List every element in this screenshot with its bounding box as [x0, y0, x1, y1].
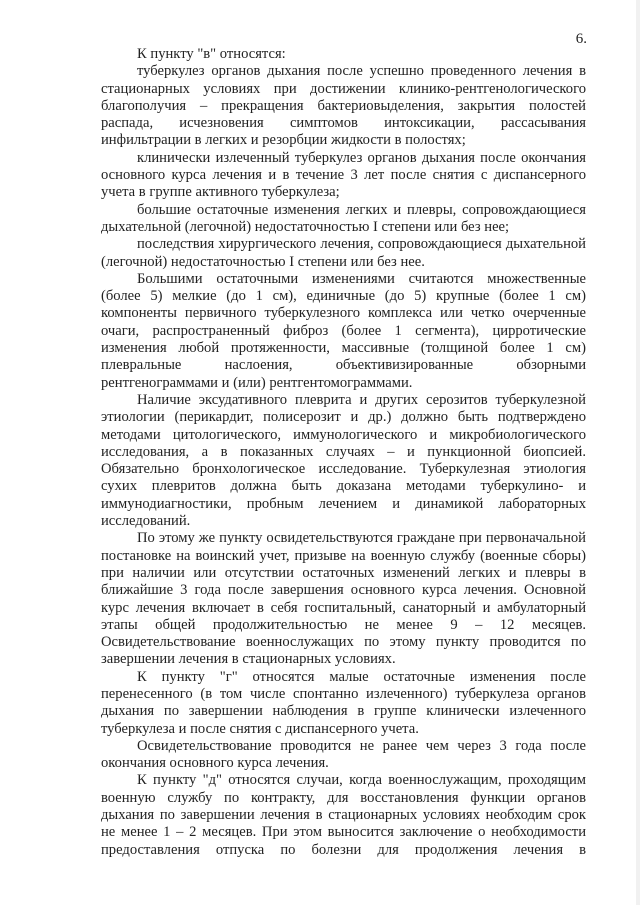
text-line: туберкулез органов дыхания после успешно проведенного лечения в — [137, 63, 586, 80]
text-line: основного курса лечения и в течение 3 лет после снятия с диспансерного — [101, 167, 586, 184]
text-line: этиологии (перикардит, полисерозит и др.) должно быть подтверждено — [101, 409, 586, 426]
text-line: Обязательно бронхологическое исследование. Туберкулезная этиология — [101, 461, 586, 478]
text-line: Освидетельствование военнослужащих по этому пункту проводится по — [101, 634, 586, 651]
text-line: Наличие эксудативного плеврита и других серозитов туберкулезной — [137, 391, 586, 408]
text-line: рентгенограммами и (или) рентгентомограммами. — [101, 374, 413, 391]
paragraph — [101, 46, 586, 63]
text-line: К пункту "д" относятся случаи, когда военнослужащим, проходящим — [137, 772, 586, 789]
text-line: благополучия – прекращения бактериовыделения, закрытия полостей — [101, 97, 586, 114]
text-line: дыхания по завершении лечения в стационарных условиях необходим срок — [101, 807, 586, 824]
text-line: распада, исчезновения симптомов интоксикации, рассасывания — [101, 115, 586, 132]
text-line: постановке на воинский учет, призыве на военную службу (военные сборы) — [101, 547, 586, 564]
paragraph — [101, 669, 586, 738]
paragraph — [101, 236, 586, 271]
text-line: при наличии или отсутствии остаточных изменений легких и плевры в — [101, 564, 586, 581]
text-line: Большими остаточными изменениями считаются множественные — [137, 270, 586, 287]
text-line: очаги, распространенный фиброз (более 1 сегмента), цирротические — [101, 322, 586, 339]
text-line: туберкулеза и после снятия с диспансерного учета. — [101, 720, 419, 737]
paragraph — [101, 738, 586, 773]
text-line: инфильтрации в легких и резорбции жидкости в полостях; — [101, 132, 466, 149]
text-line: курс лечения включает в себя госпитальный, санаторный и амбулаторный — [101, 599, 586, 616]
text-line: ближайшие 3 года после завершения основного курса лечения. Основной — [101, 582, 586, 599]
text-line: завершении лечения в стационарных условиях. — [101, 651, 396, 668]
text-line: предоставления отпуска по болезни для продолжения лечения в — [101, 841, 586, 858]
paragraph — [101, 772, 586, 858]
paragraph — [101, 392, 586, 530]
paragraph — [101, 202, 586, 237]
text-line: К пункту "г" относятся малые остаточные изменения после — [137, 668, 586, 685]
text-line: последствия хирургического лечения, сопровождающиеся дыхательной — [137, 236, 586, 253]
text-line: Освидетельствование проводится не ранее чем через 3 года после — [137, 737, 586, 754]
text-line: плевральные наслоения, объективизированные обзорными — [101, 357, 586, 374]
text-line: По этому же пункту освидетельствуются граждане при первоначальной — [137, 530, 586, 547]
text-line: (легочной) недостаточностью I степени или без нее. — [101, 253, 425, 270]
text-line: большие остаточные изменения легких и плевры, сопровождающиеся — [137, 201, 586, 218]
paragraph — [101, 271, 586, 392]
text-line: перенесенного (в том числе спонтанно излеченного) туберкулеза органов — [101, 685, 586, 702]
text-line: клинически излеченный туберкулез органов дыхания после окончания — [137, 149, 586, 166]
paragraph — [101, 63, 586, 149]
text-line: исследований. — [101, 513, 191, 530]
text-line: военную службу по контракту, для восстановления функции органов — [101, 789, 586, 806]
text-line: этапы общей продолжительностью не менее 9 – 12 месяцев. — [101, 616, 586, 633]
text-line: стационарных условиях при достижении клинико-рентгенологического — [101, 80, 586, 97]
text-line: (более 5) мелкие (до 1 см), единичные (до 5) крупные (более 1 см) — [101, 288, 586, 305]
page-number: 6. — [575, 31, 587, 47]
text-line: не менее 1 – 2 месяцев. При этом выносится заключение о необходимости — [101, 824, 586, 841]
scan-edge — [636, 0, 640, 905]
text-line: дыхательной (легочной) недостаточностью I степени или без нее; — [101, 218, 510, 235]
paragraph — [101, 150, 586, 202]
text-line: К пункту "в" относятся: — [137, 46, 286, 62]
text-line: исследования, а в показанных случаях – и пункционной биопсией. — [101, 443, 586, 460]
text-line: сухих плевритов должна быть доказана методами туберкулино- и — [101, 478, 586, 495]
text-line: окончания основного курса лечения. — [101, 755, 329, 772]
text-line: методами цитологического, иммунологического и микробиологического — [101, 426, 586, 443]
text-line: изменения любой протяженности, массивные (толщиной более 1 см) — [101, 340, 586, 357]
text-line: иммунодиагностики, пробным лечением и динамикой лабораторных — [101, 495, 586, 512]
text-line: учета в группе активного туберкулеза; — [101, 184, 340, 201]
text-line: компоненты первичного туберкулезного комплекса или четко очерченные — [101, 305, 586, 322]
text-line: дыхания по завершении наблюдения в группе клинически излеченного — [101, 703, 586, 720]
paragraph — [101, 530, 586, 668]
document-body — [101, 46, 586, 859]
